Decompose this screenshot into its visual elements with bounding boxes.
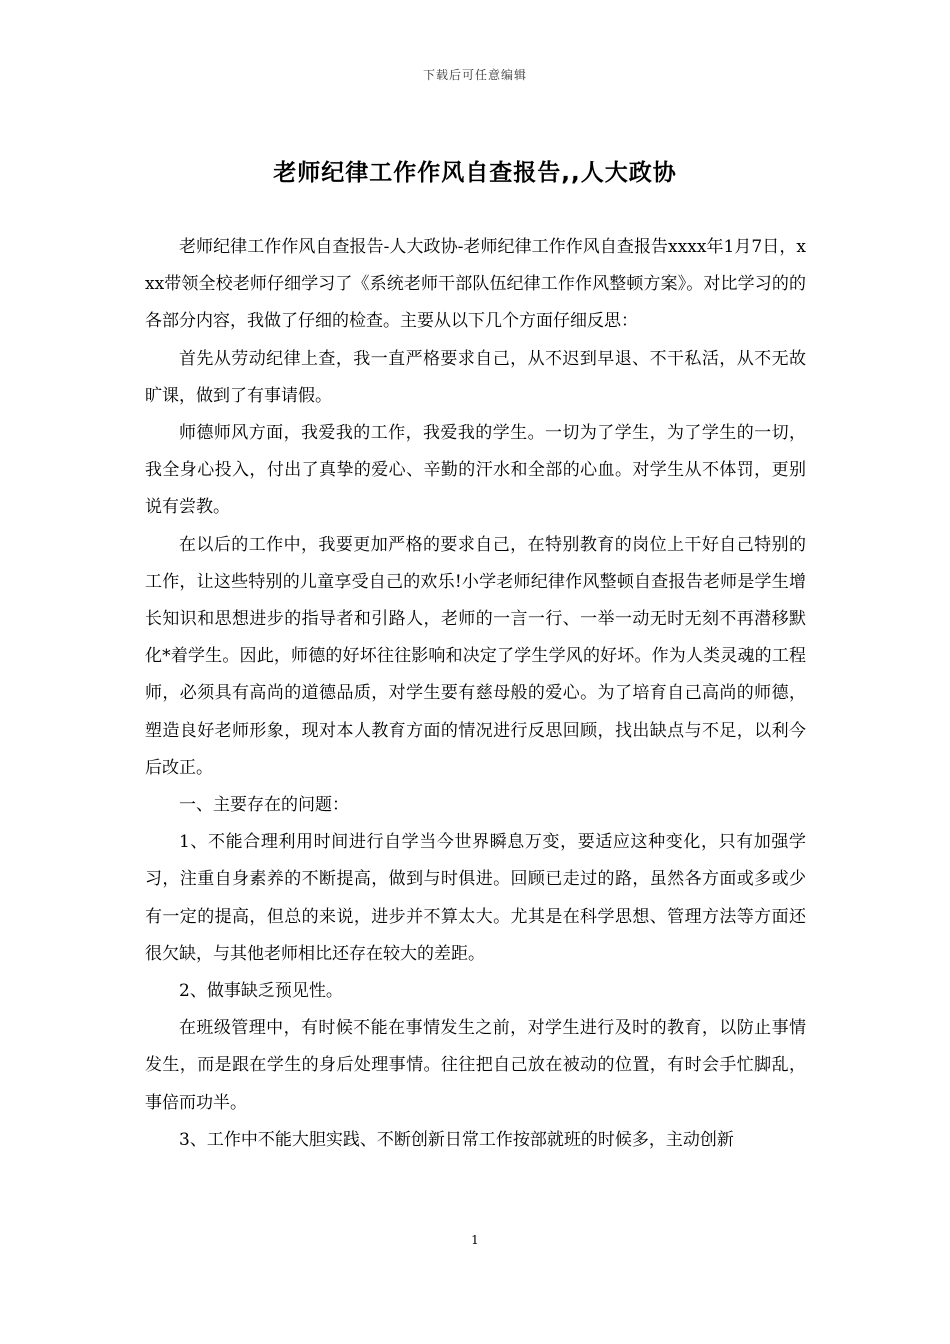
header-note: 下载后可任意编辑 <box>422 68 527 82</box>
paragraph-problem-2-detail: 在班级管理中，有时候不能在事情发生之前，对学生进行及时的教育，以防止事情发生，而是跟在学生的身后处理事情。往往把自己放在被动的位置，有时会手忙脚乱，事倍而功半。 <box>145 1018 806 1113</box>
document-title: 老师纪律工作作风自查报告,,人大政协 <box>273 160 677 186</box>
page-number: 1 <box>471 1233 479 1247</box>
paragraph-teacher-ethics: 师德师风方面，我爱我的工作，我爱我的学生。一切为了学生，为了学生的一切，我全身心投入，付出了真挚的爱心、辛勤的汗水和全部的心血。对学生从不体罚，更别说有尝教。 <box>145 423 806 518</box>
paragraph-problem-1: 1、不能合理利用时间进行自学当今世界瞬息万变，要适应这种变化，只有加强学习，注重自身素养的不断提高，做到与时俱进。回顾已走过的路，虽然各方面或多或少有一定的提高，但总的来说，进步并不算太大。尤其是在科学思想、管理方法等方面还很欠缺，与其他老师相比还存在较大的差距。 <box>145 832 806 964</box>
paragraph-labor-discipline: 首先从劳动纪律上查，我一直严格要求自己，从不迟到早退、不干私活，从不无故旷课，做到了有事请假。 <box>145 348 806 406</box>
document-body <box>145 229 806 1159</box>
paragraph-future-work: 在以后的工作中，我要更加严格的要求自己，在特别教育的岗位上干好自己特别的工作，让这些特别的儿童享受自己的欢乐!小学老师纪律作风整顿自查报告老师是学生增长知识和思想进步的指导者和引路人，老师的一言一行、一举一动无时无刻不再潜移默化*着学生。因此，师德的好坏往往影响和决定了学生学风的好坏。作为人类灵魂的工程师，必须具有高尚的道德品质，对学生要有慈母般的爱心。为了培育自己高尚的师德，塑造良好老师形象，现对本人教育方面的情况进行反思回顾，找出缺点与不足，以利今后改正。 <box>145 534 806 778</box>
paragraph-problem-3: 3、工作中不能大胆实践、不断创新日常工作按部就班的时候多，主动创新 <box>179 1129 734 1150</box>
section-heading-problems: 一、主要存在的问题： <box>179 795 349 816</box>
paragraph-problem-2-heading: 2、做事缺乏预见性。 <box>179 981 343 1002</box>
paragraph-intro: 老师纪律工作作风自查报告-人大政协-老师纪律工作作风自查报告xxxx年1月7日，xxx带领全校老师仔细学习了《系统老师干部队伍纪律工作作风整顿方案》。对比学习的的各部分内容，我做了仔细的检查。主要从以下几个方面仔细反思： <box>145 237 806 332</box>
